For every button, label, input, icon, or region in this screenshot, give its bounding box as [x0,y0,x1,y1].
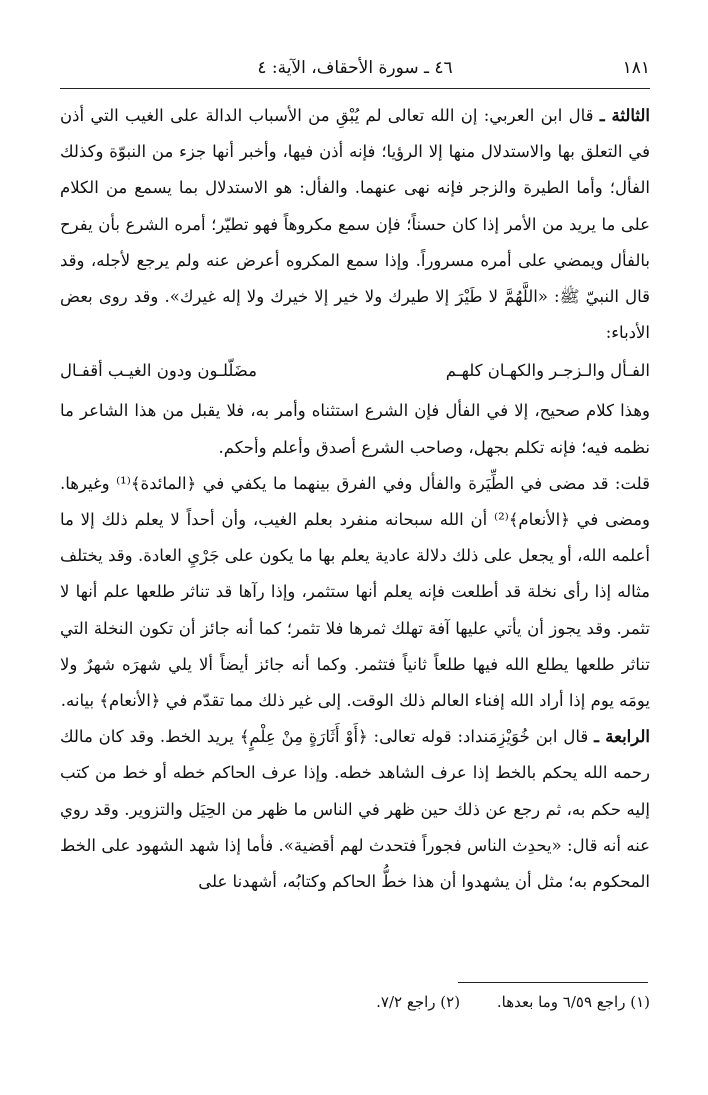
running-title: ٤٦ ـ سورة الأحقاف، الآية: ٤ [257,58,453,78]
verse-hemistich-first: الفـأل والـزجـر والكهـان كلهـم [445,361,650,381]
poetry-verse [60,353,650,393]
footnote-rule [458,982,648,983]
paragraph-text: قال ابن العربي: إن الله تعالى لم يُبْقِ من الأسباب الدالة على الغيب التي أذن في التعلق بها والاستدلال منها إلا الرؤيا؛ فإنه أذن فيها، وأخبر أنها جزء من النبوّة وكذلك الفأل؛ وأما الطيرة والزجر فإنه نهى عنهما. والفأل: هو الاستدلال بما يسمع من الكلام على ما يريد من الأمر إذا كان حسناً؛ فإن سمع مكروهاً فهو تطيّر؛ أمره الشرع بأن يفرح بالفأل ويمضي على أمره مسروراً. وإذا سمع المكروه أعرض عنه ولم يرجع لأجله، وقد قال النبيّ ﷺ: «اللَّهُمَّ لا طَيْرَ إلا طيرك ولا خير إلا خيرك ولا إله غيرك». وقد روى بعض الأدباء: [60,106,650,343]
section-lead: الثالثة ـ [599,106,650,125]
page-header [60,58,650,86]
section-lead: الرابعة ـ [594,727,650,747]
footnote-2: (٢) راجع ٧/٢. [376,993,461,1011]
page-number: ١٨١ [622,58,650,78]
paragraph-third [60,98,650,351]
header-rule [60,88,650,89]
footnote-1: (١) راجع ٦/٥٩ وما بعدها. [496,993,650,1011]
verse-hemistich-second: مضَلّلـون ودون الغيـب أقفـال [60,361,257,381]
paragraph-text: وهذا كلام صحيح، إلا في الفأل فإن الشرع استثناه وأمر به، فلا يقبل من هذا الشاعر ما نظمه فيه؛ فإنه تكلم بجهل، وصاحب الشرع أصدق وأعلم وأحكم. [60,401,650,457]
footnotes [60,993,650,1011]
main-text [60,98,650,900]
paragraph-text: قال ابن خُوَيْزِمَنداد: قوله تعالى: ﴿أَوْ أَثَارَةٍ مِنْ عِلْمٍ﴾ يريد الخط. وقد كان مالك رحمه الله يحكم بالخط إذا عرف الشاهد خطه. وإذا عرف الحاكم خطه أو خط من كتب إليه حكم به، ثم رجع عن ذلك حين ظهر في الناس ما ظهر من الحِيَل والتزوير. وقد روي عنه أنه قال: «يحدِث الناس فجوراً فتحدث لهم أقضية». فأما إذا شهد الشهود على الخط المحكوم به؛ مثل أن يشهدوا أن هذا خطُّ الحاكم وكتابُه، أشهدنا على [60,727,650,892]
paragraph-fourth [60,719,650,900]
paragraph-text: قلت: قد مضى في الطِّيَرة والفأل وفي الفرق بينهما ما يكفي في ﴿المائدة﴾⁽¹⁾ وغيرها. ومضى في ﴿الأنعام﴾⁽²⁾ أن الله سبحانه منفرد بعلم الغيب، وأن أحداً لا يعلم ذلك إلا ما أعلمه الله، أو يجعل على ذلك دلالة عادية يعلم بها ما يكون على جَرْيِ العادة. وقد يختلف مثاله إذا رأى نخلة قد أطلعت فإنه يعلم أنها ستثمر، وإذا رآها قد تناثر طلعها علم أنها لا تثمر. وقد يجوز أن يأتي عليها آفة تهلك ثمرها فلا تثمر؛ كما أنه جائز أن تكون النخلة التي تناثر طلعها يطلع الله فيها طلعاً ثانياً فتثمر. وكما أنه جائز أيضاً ألا يلي شهرَه شهرٌ ولا يومَه يوم إذا أراد الله إفناء العالم ذلك الوقت. إلى غير ذلك مما تقدّم في ﴿الأنعام﴾ بيانه. [60,473,651,711]
paragraph-qultu [60,466,650,719]
paragraph-commentary [60,393,650,465]
